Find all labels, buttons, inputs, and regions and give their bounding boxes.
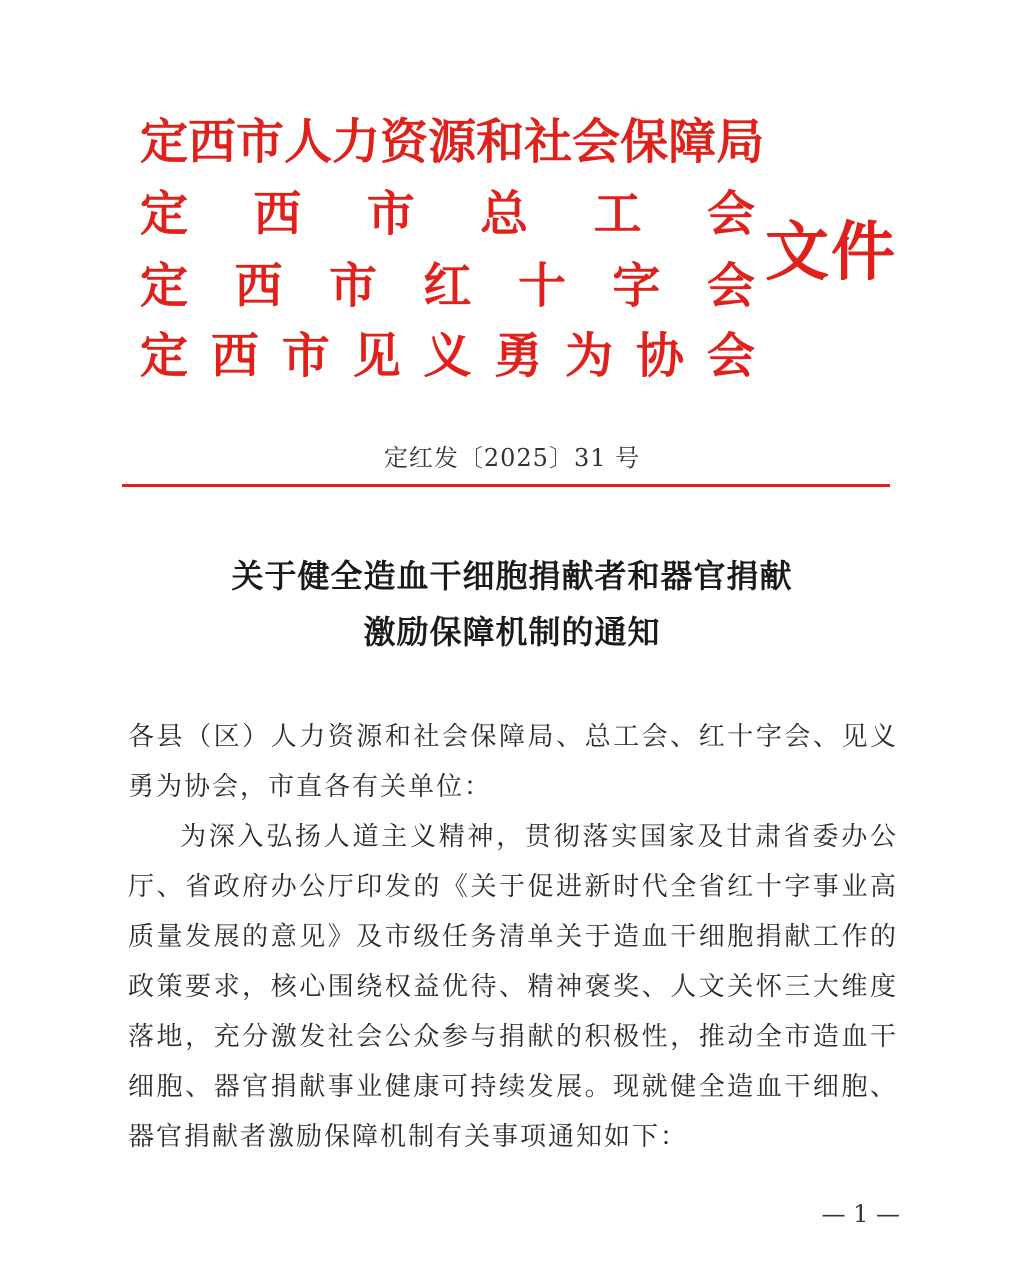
masthead-char: 力 [332, 114, 381, 170]
masthead-char: 会 [706, 186, 755, 242]
masthead-char: 会 [572, 114, 621, 170]
masthead-char: 西 [234, 258, 283, 314]
issuer-red-cross [140, 256, 755, 316]
document-title [0, 548, 1024, 660]
masthead-char: 字 [612, 258, 661, 314]
red-masthead [140, 100, 900, 400]
masthead-char: 红 [423, 258, 472, 314]
masthead-char: 市 [281, 328, 330, 384]
issuer-trade-union [140, 184, 755, 244]
masthead-char: 社 [524, 114, 573, 170]
title-line-2: 激励保障机制的通知 [363, 613, 661, 651]
masthead-char: 市 [366, 186, 415, 242]
page-number: — 1 — [821, 1200, 900, 1228]
recipients-line: 各县（区）人力资源和社会保障局、总工会、红十字会、见义勇为协会，市直各有关单位： [128, 722, 898, 802]
masthead-char: 西 [253, 186, 302, 242]
masthead-char: 市 [236, 114, 285, 170]
masthead-char: 勇 [494, 328, 543, 384]
document-number: 定红发〔2025〕31 号 [383, 444, 641, 472]
issuer-hrss-bureau [140, 112, 765, 172]
masthead-char: 定 [140, 328, 189, 384]
masthead-char: 十 [517, 258, 566, 314]
masthead-char: 保 [620, 114, 669, 170]
masthead-char: 资 [380, 114, 429, 170]
masthead-char: 定 [140, 186, 189, 242]
masthead-char: 会 [706, 258, 755, 314]
masthead-char: 总 [480, 186, 529, 242]
masthead-char: 源 [428, 114, 477, 170]
document-type-label: 文件 [765, 215, 897, 290]
masthead-char: 工 [593, 186, 642, 242]
masthead-char: 西 [188, 114, 237, 170]
masthead-char: 和 [476, 114, 525, 170]
masthead-char: 西 [210, 328, 259, 384]
title-line-1: 关于健全造血干细胞捐献者和器官捐献 [231, 557, 793, 595]
body-paragraph: 为深入弘扬人道主义精神，贯彻落实国家及甘肃省委办公厅、省政府办公厅印发的《关于促进新时代全省红十字事业高质量发展的意见》及市级任务清单关于造血干细胞捐献工作的政策要求，核心围绕权益优待、精神褒奖、人文关怀三大维度落地，充分激发社会公众参与捐献的积极性，推动全市造血干细胞、器官捐献事业健康可持续发展。现就健全造血干细胞、器官捐献者激励保障机制有关事项通知如下： [128, 822, 898, 1152]
masthead-char: 市 [328, 258, 377, 314]
red-divider-line [122, 484, 890, 487]
masthead-char: 定 [140, 114, 189, 170]
masthead-char: 见 [352, 328, 401, 384]
masthead-char: 人 [284, 114, 333, 170]
masthead-char: 会 [706, 328, 755, 384]
document-body [128, 712, 898, 1162]
masthead-char: 义 [423, 328, 472, 384]
masthead-char: 为 [565, 328, 614, 384]
masthead-char: 局 [716, 114, 765, 170]
masthead-char: 协 [636, 328, 685, 384]
masthead-char: 障 [668, 114, 717, 170]
issuer-bravery-association [140, 326, 755, 386]
masthead-char: 定 [140, 258, 189, 314]
